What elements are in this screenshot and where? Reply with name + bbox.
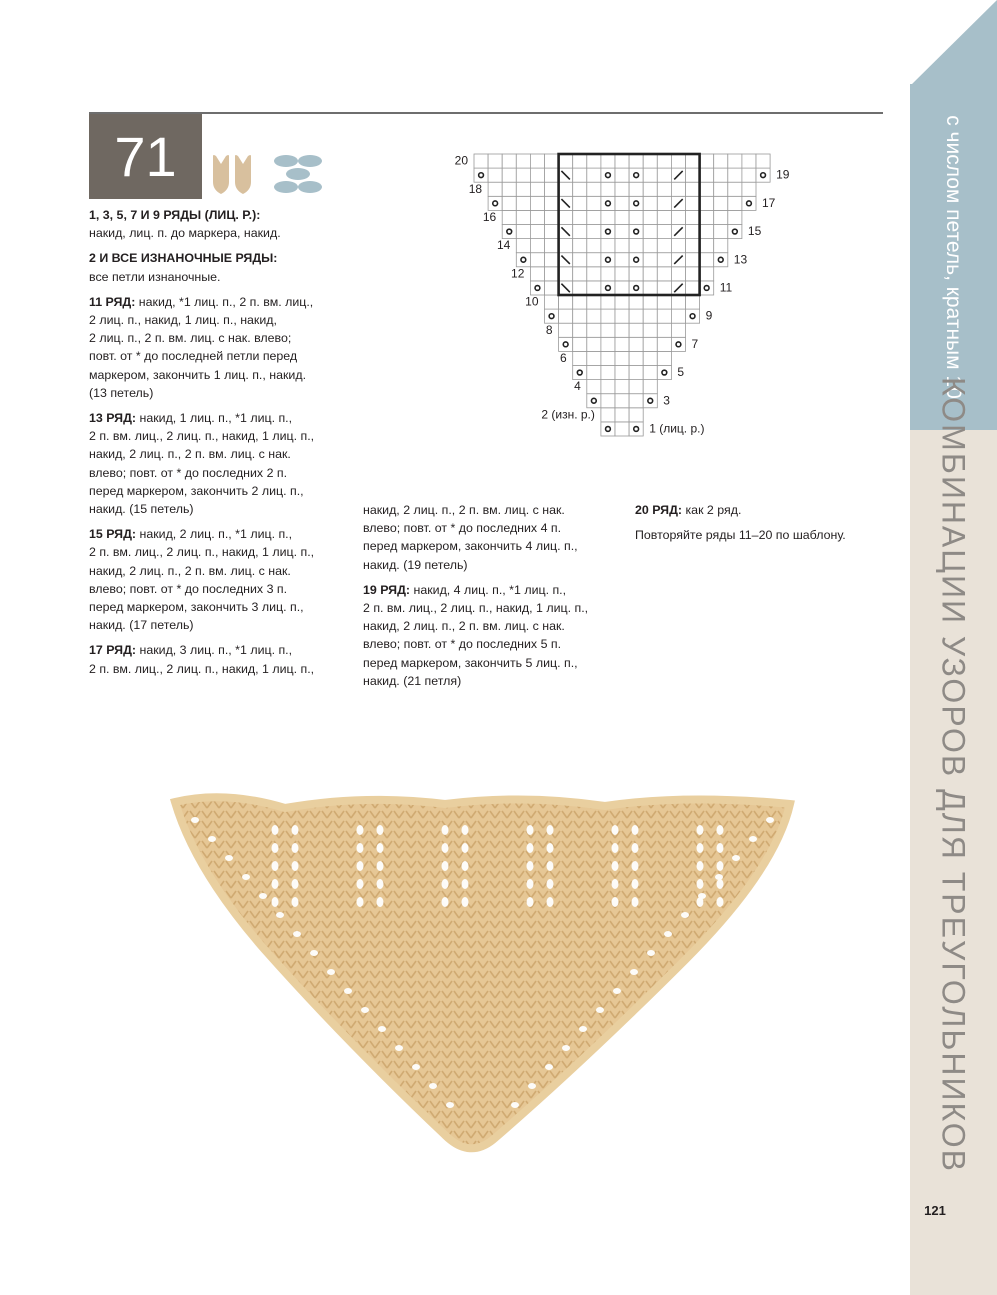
chart-row-label: 10 [525, 294, 539, 309]
instruction-block: 17 РЯД: накид, 3 лиц. п., *1 лиц. п., 2 п. вм. лиц., 2 лиц. п., накид, 1 лиц. п., [89, 643, 315, 676]
instructions-column-1 [89, 206, 349, 685]
chart-row-label: 3 [663, 393, 670, 408]
chart-row-label: 18 [468, 181, 483, 196]
chart-row-label: 19 [776, 167, 790, 182]
garter-icon [274, 155, 322, 193]
chart-row-label: 12 [511, 266, 525, 281]
chart-row-label: 16 [482, 209, 497, 224]
instruction-block: 15 РЯД: накид, 2 лиц. п., *1 лиц. п., 2 п. вм. лиц., 2 лиц. п., накид, 1 лиц. п., накид, 2 лиц. п., 2 п. вм. лиц. с нак. влево; повт. от * до последних 3 п. перед маркером, закончить 3 лиц. п., накид. (17 петель) [89, 527, 315, 633]
chart-row-label: 5 [677, 365, 685, 380]
instruction-block: 2 И ВСЕ ИЗНАНОЧНЫЕ РЯДЫ: все петли изнаночные. [89, 251, 278, 284]
instruction-block: 1, 3, 5, 7 И 9 РЯДЫ (ЛИЦ. Р.): накид, лиц. п. до маркера, накид. [89, 208, 281, 241]
chart-row-label: 20 [454, 153, 468, 168]
chart-row-label: 2 (изн. р.) [541, 407, 595, 422]
chart-row-label: 15 [747, 224, 762, 239]
top-rule [89, 112, 883, 114]
chart-row-label: 1 (лиц. р.) [649, 421, 705, 436]
sidebar [910, 0, 997, 1295]
chart-row-label: 9 [705, 308, 713, 323]
chart-row-label: 4 [574, 379, 581, 394]
instruction-block: 19 РЯД: накид, 4 лиц. п., *1 лиц. п., 2 п. вм. лиц., 2 лиц. п., накид, 1 лиц. п., накид, 2 лиц. п., 2 п. вм. лиц. с нак. влево; повт. от * до последних 5 п. перед маркером, закончить 5 лиц. п., накид. (21 петля) [363, 582, 589, 688]
instruction-continuation: накид, 2 лиц. п., 2 п. вм. лиц. с нак. влево; повт. от * до последних 4 п. перед маркером, закончить 4 лиц. п., накид. (19 петель) [363, 503, 578, 572]
stockinette-icon [213, 155, 251, 194]
chart-row-label: 8 [545, 322, 553, 337]
section-tab-label: с числом петель, кратным 10 [942, 115, 965, 399]
repeat-note: Повторяйте ряды 11–20 по шаблону. [635, 528, 846, 543]
chart-row-label: 13 [733, 252, 748, 267]
technique-icons [210, 152, 325, 196]
pattern-number-box [89, 114, 202, 199]
instruction-block: 20 РЯД: как 2 ряд. [635, 503, 742, 517]
instructions-column-2 [363, 501, 623, 697]
knitting-chart [440, 144, 820, 444]
chart-row-label: 11 [719, 280, 733, 295]
knitted-swatch-photo [165, 790, 800, 1175]
instruction-block: 13 РЯД: накид, 1 лиц. п., *1 лиц. п., 2 п. вм. лиц., 2 лиц. п., накид, 1 лиц. п., накид, 2 лиц. п., 2 п. вм. лиц. с нак. влево; повт. от * до последних 2 п. перед маркером, закончить 2 лиц. п., накид. (15 петель) [89, 411, 315, 517]
page-number: 121 [924, 1203, 946, 1218]
chart-row-label: 7 [691, 336, 699, 351]
chapter-title: КОМБИНАЦИИ УЗОРОВ ДЛЯ ТРЕУГОЛЬНИКОВ [935, 376, 972, 1174]
instruction-block: 11 РЯД: накид, *1 лиц. п., 2 п. вм. лиц., 2 лиц. п., накид, 1 лиц. п., накид, 2 лиц. п., 2 п. вм. лиц. с нак. влево; повт. от * до последней петли перед маркером, закончить 1 лиц. п., накид. (13 петель) [89, 294, 314, 400]
pattern-number: 71 [114, 125, 177, 188]
chart-row-label: 17 [762, 195, 776, 210]
chart-row-label: 6 [560, 350, 567, 365]
chart-row-label: 14 [496, 238, 511, 253]
instructions-column-3 [635, 501, 895, 551]
tab-top-triangle [910, 0, 997, 90]
